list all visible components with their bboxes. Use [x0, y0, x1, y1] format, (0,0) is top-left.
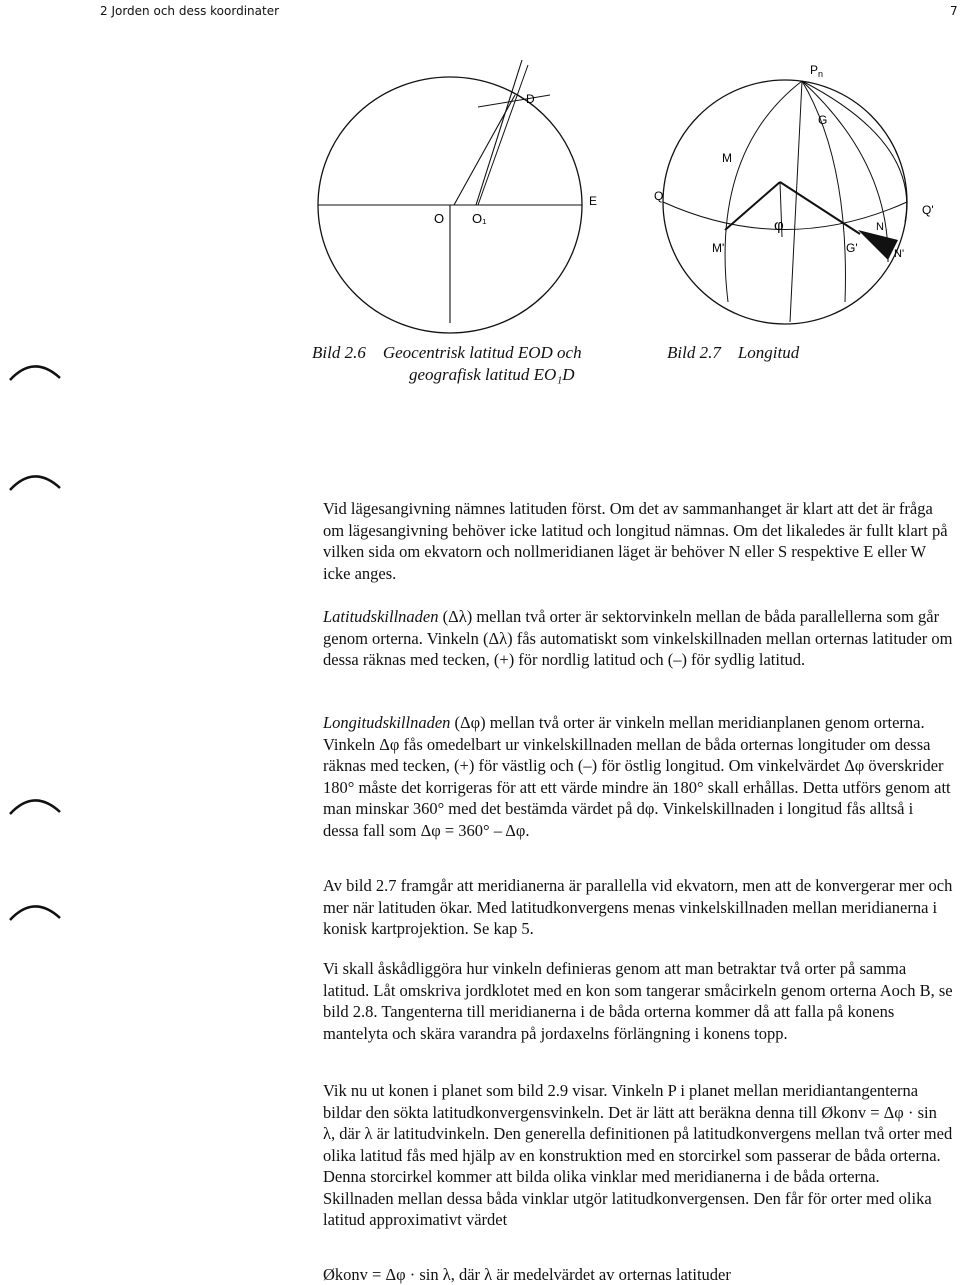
label-pn: $P_n$	[810, 63, 824, 79]
caption-2-7-title: Longitud	[737, 343, 800, 362]
angle-arm-2	[780, 182, 860, 234]
margin-mark-1	[6, 352, 64, 384]
paragraph-2-rest: (Δλ) mellan två orter är sektorvinkeln mellan de båda parallellerna som går genom orterna. Vinkeln (Δλ) fås automatiskt som vinkelskillnaden mellan orternas latituder om dessa räknas med tecken, (+) för nordlig latitud och (–) för sydlig latitud.	[323, 607, 953, 669]
paragraph-unfold-cone	[323, 1080, 953, 1231]
caption-2-6-number: Bild 2.6	[312, 343, 366, 362]
figure-geocentric-latitude	[300, 55, 600, 345]
paragraph-longitude-difference	[323, 712, 953, 841]
paragraph-position	[323, 498, 953, 584]
margin-mark-3	[6, 786, 64, 818]
caption-figure-2-6	[312, 342, 612, 386]
paragraph-3-text	[323, 712, 953, 841]
running-header	[0, 0, 960, 22]
label-g: G	[818, 113, 828, 127]
label-o: O	[434, 211, 445, 226]
paragraph-6-text: Vik nu ut konen i planet som bild 2.9 visar. Vinkeln P i planet mellan meridiantangenterna bildar den sökta latitudkonvergensvinkeln. Det är lätt att beräkna denna till Økonv = Δφ · sin λ, där λ är latitudvinkeln. Den generella definitionen på latitudkonvergens mellan två orter med olika latitud fås med hjälp av en konstruktion med en storcirkel som passerar de båda orterna. Denna storcirkel kommer att bilda olika vinklar med meridianerna i de båda orterna. Skillnaden mellan dessa båda vinklar utgör latitudkonvergensen. Den får för orter med olika latitud approximativt värdet	[323, 1081, 953, 1229]
paragraph-convergence	[323, 875, 953, 940]
caption-2-7-number: Bild 2.7	[667, 343, 721, 362]
convergence-formula: Økonv = Δφ · sin λ, där λ är medelvärdet av orternas latituder	[323, 1265, 731, 1284]
caption-2-6-line1: Geocentrisk latitud EOD och	[382, 343, 582, 362]
label-m-prime: M'	[712, 241, 725, 255]
paragraph-4-text: Av bild 2.7 framgår att meridianerna är parallella vid ekvatorn, men att de konvergerar mer och mer när latituden ökar. Med latitudkonvergens menas vinkelskillnaden mellan meridianerna i konisk kartprojektion. Se kap 5.	[323, 876, 953, 938]
paragraph-3-rest: (Δφ) mellan två orter är vinkeln mellan meridianplanen genom orterna. Vinkeln Δφ fås omedelbart ur vinkelskillnaden mellan de båda orternas longituder om dessa räknas med tecken, (+) för västlig och (–) för östlig longitud. Om vinkelvärdet Δφ överskrider 180° måste det korrigeras för att ett värde mindre än 180° skall erhållas. Detta utförs genom att man minskar 360° med det bestämda värdet på dφ. Vinkelskillnaden i longitud fås alltså i dessa fall som Δφ = 360° – Δφ.	[323, 713, 951, 840]
paragraph-cone	[323, 958, 953, 1044]
shaded-wedge	[858, 230, 898, 260]
term-longitudskillnaden: Longitudskillnaden	[323, 713, 451, 732]
label-q: Q	[654, 189, 664, 203]
geographic-line	[476, 60, 522, 205]
term-latitudskillnaden: Latitudskillnaden	[323, 607, 439, 626]
paragraph-2-text	[323, 606, 953, 671]
margin-mark-2	[6, 462, 64, 494]
page-number: 7	[950, 4, 958, 18]
caption-2-6-line2: geografisk latitud EO₁D	[409, 365, 575, 384]
figure-longitude-globe	[650, 52, 950, 332]
label-m: M	[722, 151, 732, 165]
label-g-prime: G'	[846, 241, 858, 255]
paragraph-latitude-difference	[323, 606, 953, 671]
label-n: N	[876, 221, 884, 233]
chapter-title: 2 Jorden och dess koordinater	[100, 4, 280, 18]
label-n-prime: N'	[894, 248, 905, 260]
paragraph-5-text: Vi skall åskådliggöra hur vinkeln definieras genom att man betraktar två orter på samma latitud. Låt omskriva jordklotet med en kon som tangerar småcirkeln genom orterna Aoch B, se bild 2.8. Tangenterna till meridianerna i de båda orterna kommer då att falla på konens mantelyta och skära varandra på jordaxelns förlängning i konens topp.	[323, 959, 953, 1043]
paragraph-1-text: Vid lägesangivning nämnes latituden först. Om det av sammanhanget är klart att det är fråga om lägesangivning behöver icke latitud och longitud nämnas. Om det likaledes är fullt klart på vilken sida om ekvatorn och nollmeridianen läget är behöver N eller S respektive E eller W icke anges.	[323, 499, 948, 583]
label-o1: O₁	[472, 211, 487, 226]
angle-arm-1	[725, 182, 780, 230]
label-q-prime: Q'	[922, 203, 934, 217]
equator-ellipse	[663, 202, 907, 230]
axis-line	[790, 81, 802, 322]
caption-figure-2-7	[667, 342, 927, 364]
label-d: D	[526, 92, 535, 106]
normal-line	[478, 65, 528, 205]
meridian-1	[725, 81, 802, 302]
margin-mark-4	[6, 892, 64, 924]
label-e: E	[589, 194, 598, 208]
label-phi: φ	[774, 217, 784, 234]
globe-outline	[663, 80, 907, 324]
